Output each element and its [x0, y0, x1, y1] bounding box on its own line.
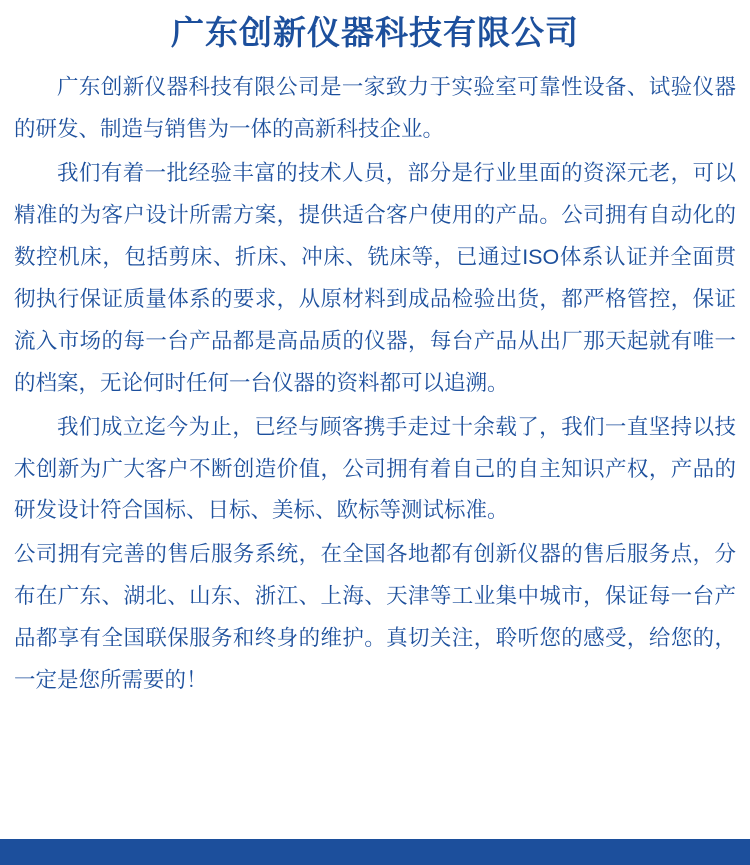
- paragraph-technology: 我们有着一批经验丰富的技术人员，部分是行业里面的资深元老，可以精准的为客户设计所需方案，提供适合客户使用的产品。公司拥有自动化的数控机床，包括剪床、折床、冲床、铣床等，已通过ISO体系认证并全面贯彻执行保证质量体系的要求，从原材料到成品检验出货，都严格管控，保证流入市场的每一台产品都是高品质的仪器，每台产品从出厂那天起就有唯一的档案，无论何时任何一台仪器的资料都可以追溯。: [14, 161, 736, 395]
- bottom-spacer: [14, 704, 736, 758]
- paragraph-intro: 广东创新仪器科技有限公司是一家致力于实验室可靠性设备、试验仪器的研发、制造与销售为一体的高新科技企业。: [14, 75, 736, 142]
- bottom-color-band: [0, 839, 750, 865]
- page-title: 广东创新仪器科技有限公司: [171, 14, 579, 51]
- bottom-color-band-inner: [0, 839, 750, 865]
- paragraph-service: 公司拥有完善的售后服务系统，在全国各地都有创新仪器的售后服务点，分布在广东、湖北、山东、浙江、上海、天津等工业集中城市，保证每一台产品都享有全国联保服务和终身的维护。真切关注，聆听您的感受，给您的，一定是您所需要的！: [14, 542, 736, 693]
- paragraph-history: 我们成立迄今为止，已经与顾客携手走过十余载了，我们一直坚持以技术创新为广大客户不断创造价值，公司拥有着自己的自主知识产权，产品的研发设计符合国标、日标、美标、欧标等测试标准。: [14, 414, 736, 523]
